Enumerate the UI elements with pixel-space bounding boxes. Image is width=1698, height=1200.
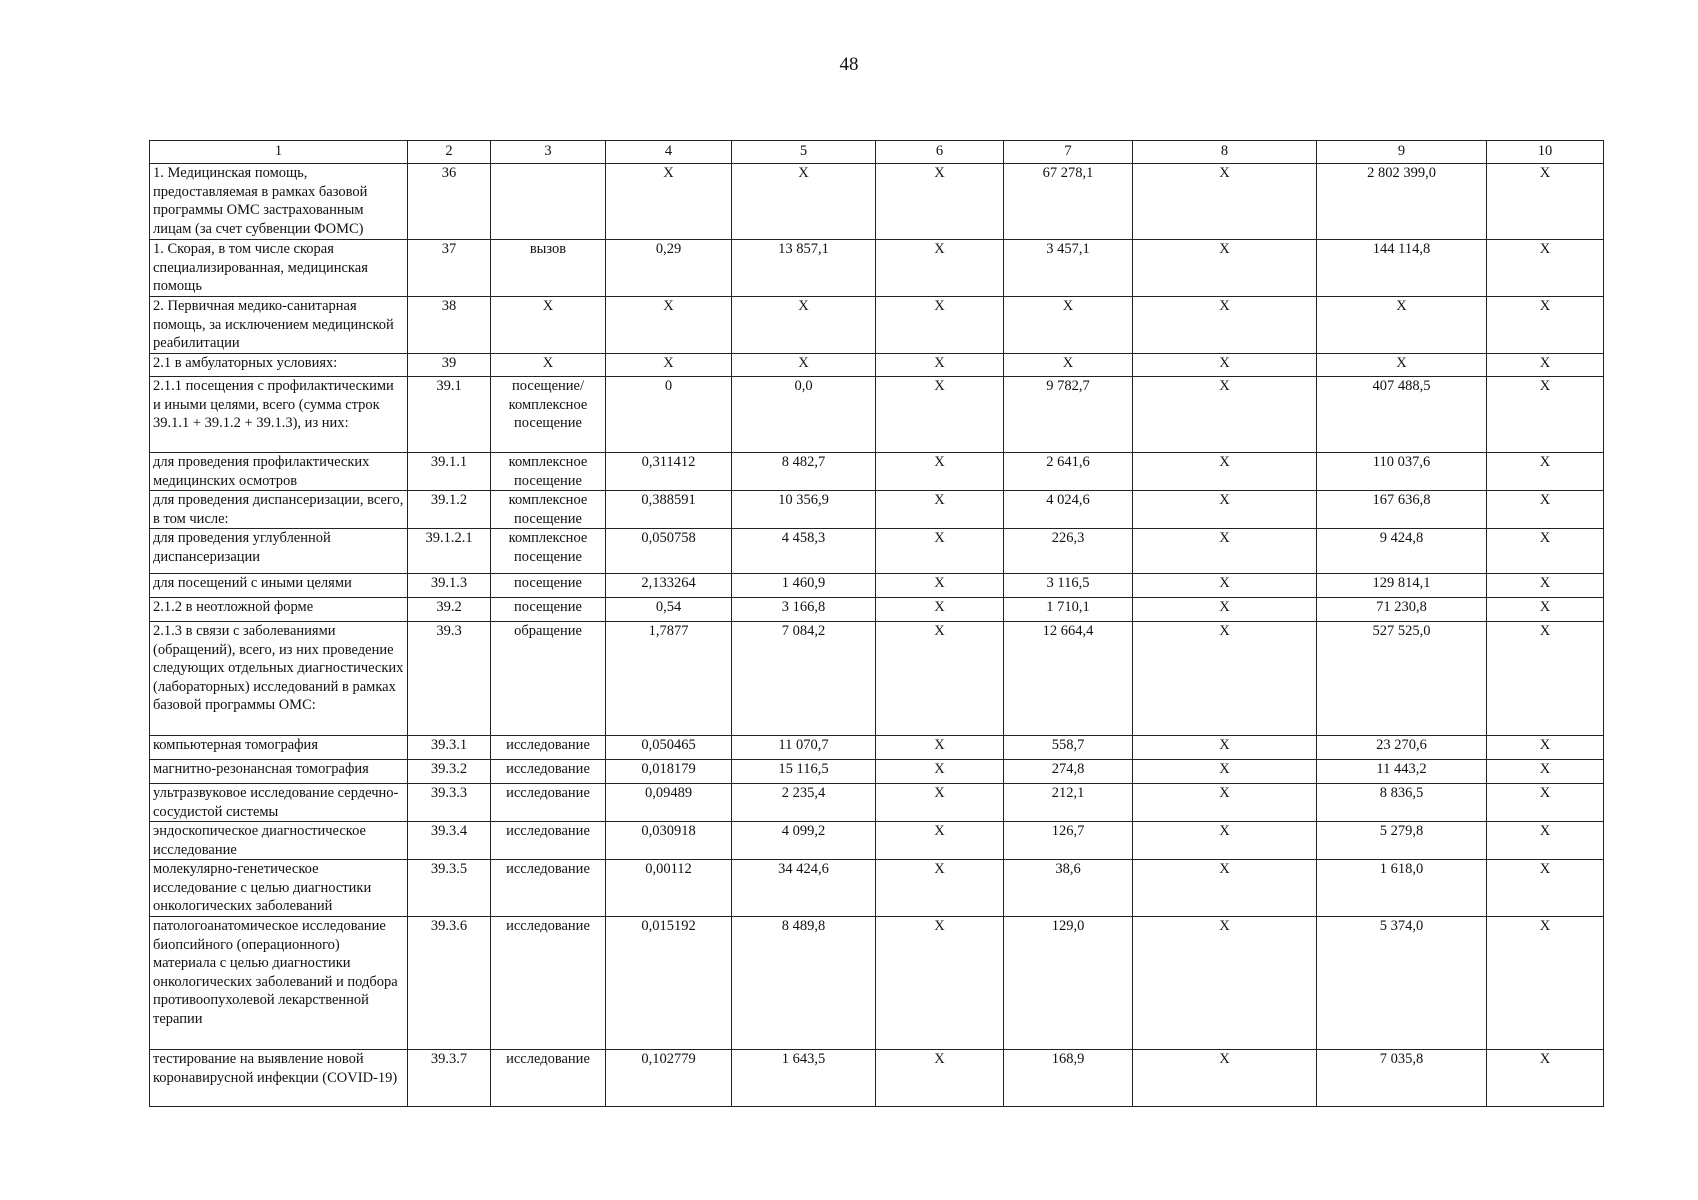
cell-name: ультразвуковое исследование сердечно-сосудистой системы [150,784,408,822]
cell-col7-value: 4 024,6 [1004,491,1133,529]
cell-col4-value: 0,050758 [606,529,732,574]
cell-col9-value: 167 636,8 [1317,491,1487,529]
cell-name: 2.1.3 в связи с заболеваниями (обращений), всего, из них проведение следующих отдельных диагностических (лабораторных) исследований в рамках базовой программы ОМС: [150,622,408,736]
cell-col7-value: 129,0 [1004,917,1133,1050]
table-row [150,354,1604,377]
cell-col5-value: 8 482,7 [732,453,876,491]
cell-col4-value: 0,09489 [606,784,732,822]
column-header-9: 9 [1317,141,1487,164]
table-row [150,491,1604,529]
cell-col10-value: X [1487,377,1604,453]
table-row [150,240,1604,297]
cell-col5-value: 4 458,3 [732,529,876,574]
cell-col10-value: X [1487,760,1604,784]
cell-name: для проведения диспансеризации, всего, в том числе: [150,491,408,529]
cell-row-code: 39.3.4 [408,822,491,860]
cell-col4-value: 0,102779 [606,1050,732,1107]
column-header-1: 1 [150,141,408,164]
cell-col4-value: 0,00112 [606,860,732,917]
cell-row-code: 36 [408,164,491,240]
cell-col8-value: X [1133,164,1317,240]
cell-unit: обращение [491,622,606,736]
cell-col4-value: 0,030918 [606,822,732,860]
cell-col4-value: 0,015192 [606,917,732,1050]
table-row [150,453,1604,491]
table-row [150,598,1604,622]
cell-row-code: 39.3.6 [408,917,491,1050]
cell-unit: исследование [491,760,606,784]
cell-col8-value: X [1133,822,1317,860]
cell-col7-value: X [1004,297,1133,354]
cell-name: патологоанатомическое исследование биопсийного (операционного) материала с целью диагностики онкологических заболеваний и подбора противоопухолевой лекарственной терапии [150,917,408,1050]
cell-col8-value: X [1133,1050,1317,1107]
cell-col8-value: X [1133,491,1317,529]
cell-col9-value: 407 488,5 [1317,377,1487,453]
cell-col10-value: X [1487,164,1604,240]
cell-name: для посещений с иными целями [150,574,408,598]
table-row [150,377,1604,453]
cell-col7-value: 2 641,6 [1004,453,1133,491]
cell-unit: исследование [491,784,606,822]
cell-row-code: 39.3.7 [408,1050,491,1107]
cell-col9-value: 71 230,8 [1317,598,1487,622]
column-header-4: 4 [606,141,732,164]
cell-name: тестирование на выявление новой коронавирусной инфекции (COVID-19) [150,1050,408,1107]
cell-col5-value: 3 166,8 [732,598,876,622]
cell-col8-value: X [1133,453,1317,491]
cell-col6-value: X [876,574,1004,598]
cell-unit: X [491,297,606,354]
table-row [150,622,1604,736]
cell-col7-value: 3 116,5 [1004,574,1133,598]
cell-unit: комплексное посещение [491,453,606,491]
cell-name: эндоскопическое диагностическое исследование [150,822,408,860]
cell-col10-value: X [1487,917,1604,1050]
cell-name: 2.1.2 в неотложной форме [150,598,408,622]
cell-col9-value: X [1317,354,1487,377]
cell-col7-value: 226,3 [1004,529,1133,574]
cell-col8-value: X [1133,760,1317,784]
cell-row-code: 39.3.3 [408,784,491,822]
cell-col6-value: X [876,917,1004,1050]
cell-col10-value: X [1487,736,1604,760]
cell-col9-value: X [1317,297,1487,354]
cell-col9-value: 110 037,6 [1317,453,1487,491]
cell-col7-value: 67 278,1 [1004,164,1133,240]
cell-col6-value: X [876,598,1004,622]
column-header-7: 7 [1004,141,1133,164]
cell-col5-value: 4 099,2 [732,822,876,860]
cell-col10-value: X [1487,860,1604,917]
cell-col9-value: 129 814,1 [1317,574,1487,598]
table-row [150,529,1604,574]
cell-col4-value: 0,050465 [606,736,732,760]
cell-col7-value: 9 782,7 [1004,377,1133,453]
cell-unit: исследование [491,917,606,1050]
cell-col8-value: X [1133,917,1317,1050]
cell-col6-value: X [876,736,1004,760]
cell-col8-value: X [1133,377,1317,453]
cell-col4-value: X [606,354,732,377]
cell-col5-value: 7 084,2 [732,622,876,736]
table-row [150,860,1604,917]
cell-col9-value: 9 424,8 [1317,529,1487,574]
cell-col8-value: X [1133,860,1317,917]
cell-col4-value: 0,29 [606,240,732,297]
column-number-row [150,141,1604,164]
cell-unit [491,164,606,240]
cell-col10-value: X [1487,491,1604,529]
cell-col7-value: 3 457,1 [1004,240,1133,297]
cell-row-code: 39.1.2 [408,491,491,529]
cell-col8-value: X [1133,240,1317,297]
cell-unit: посещение [491,598,606,622]
cell-col7-value: 1 710,1 [1004,598,1133,622]
cell-col7-value: 126,7 [1004,822,1133,860]
cell-unit: комплексное посещение [491,491,606,529]
cell-unit: вызов [491,240,606,297]
cell-col9-value: 527 525,0 [1317,622,1487,736]
cell-unit: исследование [491,736,606,760]
table-row [150,760,1604,784]
cell-col4-value: 0 [606,377,732,453]
cell-col9-value: 2 802 399,0 [1317,164,1487,240]
cell-col5-value: 10 356,9 [732,491,876,529]
cell-row-code: 39.1.1 [408,453,491,491]
cell-col8-value: X [1133,598,1317,622]
cell-col7-value: X [1004,354,1133,377]
cell-col4-value: X [606,297,732,354]
table-row [150,736,1604,760]
cell-name: для проведения углубленной диспансеризации [150,529,408,574]
cell-row-code: 38 [408,297,491,354]
cell-row-code: 39.3.5 [408,860,491,917]
cell-col10-value: X [1487,822,1604,860]
cell-col10-value: X [1487,240,1604,297]
cell-col6-value: X [876,164,1004,240]
cell-col10-value: X [1487,574,1604,598]
cell-col6-value: X [876,240,1004,297]
cell-col7-value: 38,6 [1004,860,1133,917]
cell-name: молекулярно-генетическое исследование с целью диагностики онкологических заболеваний [150,860,408,917]
cell-row-code: 39.1.3 [408,574,491,598]
cell-col5-value: 0,0 [732,377,876,453]
table-row [150,297,1604,354]
cell-col5-value: 34 424,6 [732,860,876,917]
data-table [149,140,1604,1107]
cell-name: 1. Скорая, в том числе скорая специализированная, медицинская помощь [150,240,408,297]
cell-row-code: 39 [408,354,491,377]
cell-name: 2. Первичная медико-санитарная помощь, за исключением медицинской реабилитации [150,297,408,354]
cell-col9-value: 7 035,8 [1317,1050,1487,1107]
cell-col5-value: 15 116,5 [732,760,876,784]
cell-col5-value: 8 489,8 [732,917,876,1050]
cell-col10-value: X [1487,453,1604,491]
cell-col8-value: X [1133,574,1317,598]
cell-col6-value: X [876,784,1004,822]
cell-col6-value: X [876,377,1004,453]
cell-col6-value: X [876,491,1004,529]
cell-col8-value: X [1133,622,1317,736]
cell-col8-value: X [1133,297,1317,354]
cell-col9-value: 8 836,5 [1317,784,1487,822]
cell-unit: посещение/ комплексное посещение [491,377,606,453]
cell-col4-value: 0,54 [606,598,732,622]
cell-unit: посещение [491,574,606,598]
cell-col8-value: X [1133,354,1317,377]
table-row [150,574,1604,598]
cell-col7-value: 274,8 [1004,760,1133,784]
cell-col8-value: X [1133,784,1317,822]
cell-col4-value: 2,133264 [606,574,732,598]
cell-col9-value: 23 270,6 [1317,736,1487,760]
cell-col5-value: X [732,354,876,377]
cell-col4-value: X [606,164,732,240]
cell-col4-value: 1,7877 [606,622,732,736]
cell-col6-value: X [876,622,1004,736]
cell-col9-value: 144 114,8 [1317,240,1487,297]
table-row [150,784,1604,822]
column-header-8: 8 [1133,141,1317,164]
cell-col7-value: 12 664,4 [1004,622,1133,736]
cell-row-code: 39.2 [408,598,491,622]
cell-name: магнитно-резонансная томография [150,760,408,784]
cell-col10-value: X [1487,622,1604,736]
cell-col10-value: X [1487,354,1604,377]
cell-unit: исследование [491,1050,606,1107]
cell-col10-value: X [1487,1050,1604,1107]
cell-col6-value: X [876,822,1004,860]
cell-row-code: 37 [408,240,491,297]
cell-col6-value: X [876,297,1004,354]
cell-row-code: 39.3 [408,622,491,736]
cell-name: 1. Медицинская помощь, предоставляемая в рамках базовой программы ОМС застрахованным лицам (за счет субвенции ФОМС) [150,164,408,240]
cell-col4-value: 0,388591 [606,491,732,529]
cell-col6-value: X [876,760,1004,784]
cell-row-code: 39.1.2.1 [408,529,491,574]
cell-col5-value: X [732,297,876,354]
cell-col7-value: 212,1 [1004,784,1133,822]
cell-unit: исследование [491,860,606,917]
column-header-3: 3 [491,141,606,164]
cell-col6-value: X [876,529,1004,574]
cell-col7-value: 558,7 [1004,736,1133,760]
column-header-6: 6 [876,141,1004,164]
cell-col7-value: 168,9 [1004,1050,1133,1107]
cell-col9-value: 1 618,0 [1317,860,1487,917]
cell-col6-value: X [876,860,1004,917]
cell-col9-value: 11 443,2 [1317,760,1487,784]
cell-col6-value: X [876,453,1004,491]
cell-col6-value: X [876,1050,1004,1107]
cell-row-code: 39.3.2 [408,760,491,784]
cell-col10-value: X [1487,598,1604,622]
cell-unit: комплексное посещение [491,529,606,574]
cell-col10-value: X [1487,784,1604,822]
cell-unit: исследование [491,822,606,860]
cell-col5-value: X [732,164,876,240]
cell-col6-value: X [876,354,1004,377]
cell-unit: X [491,354,606,377]
cell-col10-value: X [1487,529,1604,574]
cell-col5-value: 2 235,4 [732,784,876,822]
cell-col4-value: 0,311412 [606,453,732,491]
cell-col4-value: 0,018179 [606,760,732,784]
cell-name: 2.1 в амбулаторных условиях: [150,354,408,377]
cell-col8-value: X [1133,736,1317,760]
cell-col9-value: 5 279,8 [1317,822,1487,860]
cell-row-code: 39.1 [408,377,491,453]
cell-col5-value: 11 070,7 [732,736,876,760]
table-row [150,917,1604,1050]
page-number: 48 [839,54,859,75]
table-row [150,822,1604,860]
column-header-10: 10 [1487,141,1604,164]
column-header-2: 2 [408,141,491,164]
cell-col5-value: 1 643,5 [732,1050,876,1107]
cell-col9-value: 5 374,0 [1317,917,1487,1050]
cell-row-code: 39.3.1 [408,736,491,760]
cell-name: компьютерная томография [150,736,408,760]
column-header-5: 5 [732,141,876,164]
cell-col8-value: X [1133,529,1317,574]
cell-col5-value: 1 460,9 [732,574,876,598]
cell-col10-value: X [1487,297,1604,354]
cell-name: для проведения профилактических медицинских осмотров [150,453,408,491]
cell-col5-value: 13 857,1 [732,240,876,297]
cell-name: 2.1.1 посещения с профилактическими и иными целями, всего (сумма строк 39.1.1 + 39.1.2 + 39.1.3), из них: [150,377,408,453]
table-row [150,164,1604,240]
table-row [150,1050,1604,1107]
